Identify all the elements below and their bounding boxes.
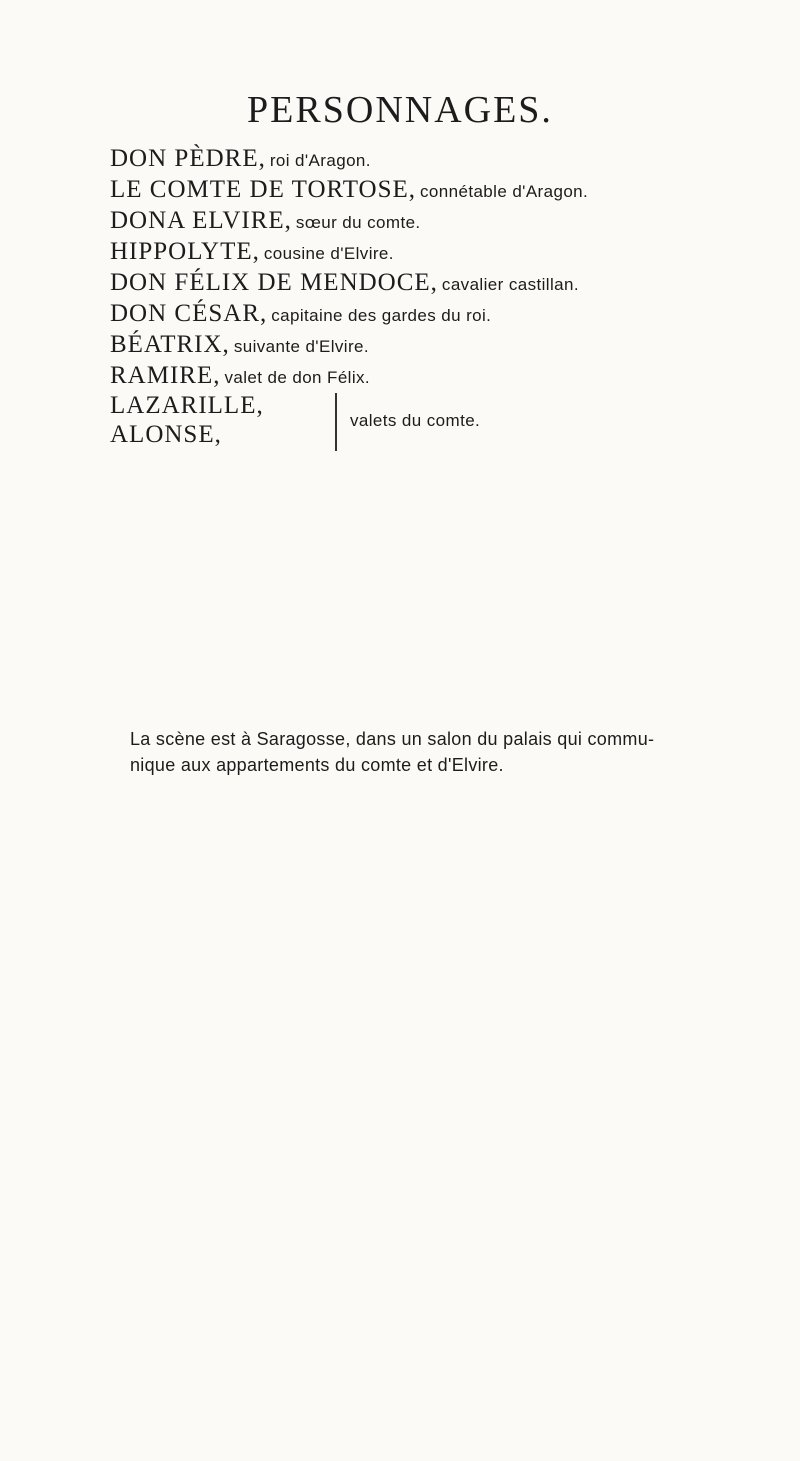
- character-name: LE COMTE DE TORTOSE,: [110, 176, 417, 203]
- character-group: [110, 391, 800, 453]
- character-name: DON FÉLIX DE MENDOCE,: [110, 269, 438, 296]
- character-entry: [110, 329, 800, 360]
- page-title: PERSONNAGES.: [247, 89, 553, 131]
- character-entry: [110, 174, 800, 205]
- character-description: sœur du comte.: [295, 213, 421, 232]
- character-name: DON CÉSAR,: [110, 300, 268, 327]
- character-name: ALONSE,: [110, 421, 222, 448]
- scene-line: nique aux appartements du comte et d'Elvire.: [130, 755, 504, 775]
- character-entry: [110, 298, 800, 329]
- character-name: BÉATRIX,: [110, 331, 230, 358]
- character-entry: [110, 205, 800, 236]
- character-name: DONA ELVIRE,: [110, 207, 292, 234]
- character-name: DON PÈDRE,: [110, 145, 266, 172]
- character-name: RAMIRE,: [110, 362, 221, 389]
- character-description: suivante d'Elvire.: [233, 337, 369, 356]
- brace: [335, 393, 345, 451]
- character-name: HIPPOLYTE,: [110, 238, 260, 265]
- character-entry: [110, 267, 800, 298]
- cast-list: [110, 143, 800, 453]
- character-entry: [110, 236, 800, 267]
- character-description: cavalier castillan.: [441, 275, 579, 294]
- character-entry: [110, 143, 800, 174]
- character-name: LAZARILLE,: [110, 392, 264, 419]
- character-description: capitaine des gardes du roi.: [271, 306, 492, 325]
- group-description: valets du comte.: [350, 411, 481, 430]
- character-description: connétable d'Aragon.: [420, 182, 589, 201]
- character-entry: [110, 360, 800, 391]
- scene-setting: [130, 726, 800, 778]
- character-description: cousine d'Elvire.: [263, 244, 394, 263]
- character-description: roi d'Aragon.: [269, 151, 371, 170]
- scene-line: La scène est à Saragosse, dans un salon du palais qui commu-: [130, 729, 655, 749]
- character-description: valet de don Félix.: [224, 368, 371, 387]
